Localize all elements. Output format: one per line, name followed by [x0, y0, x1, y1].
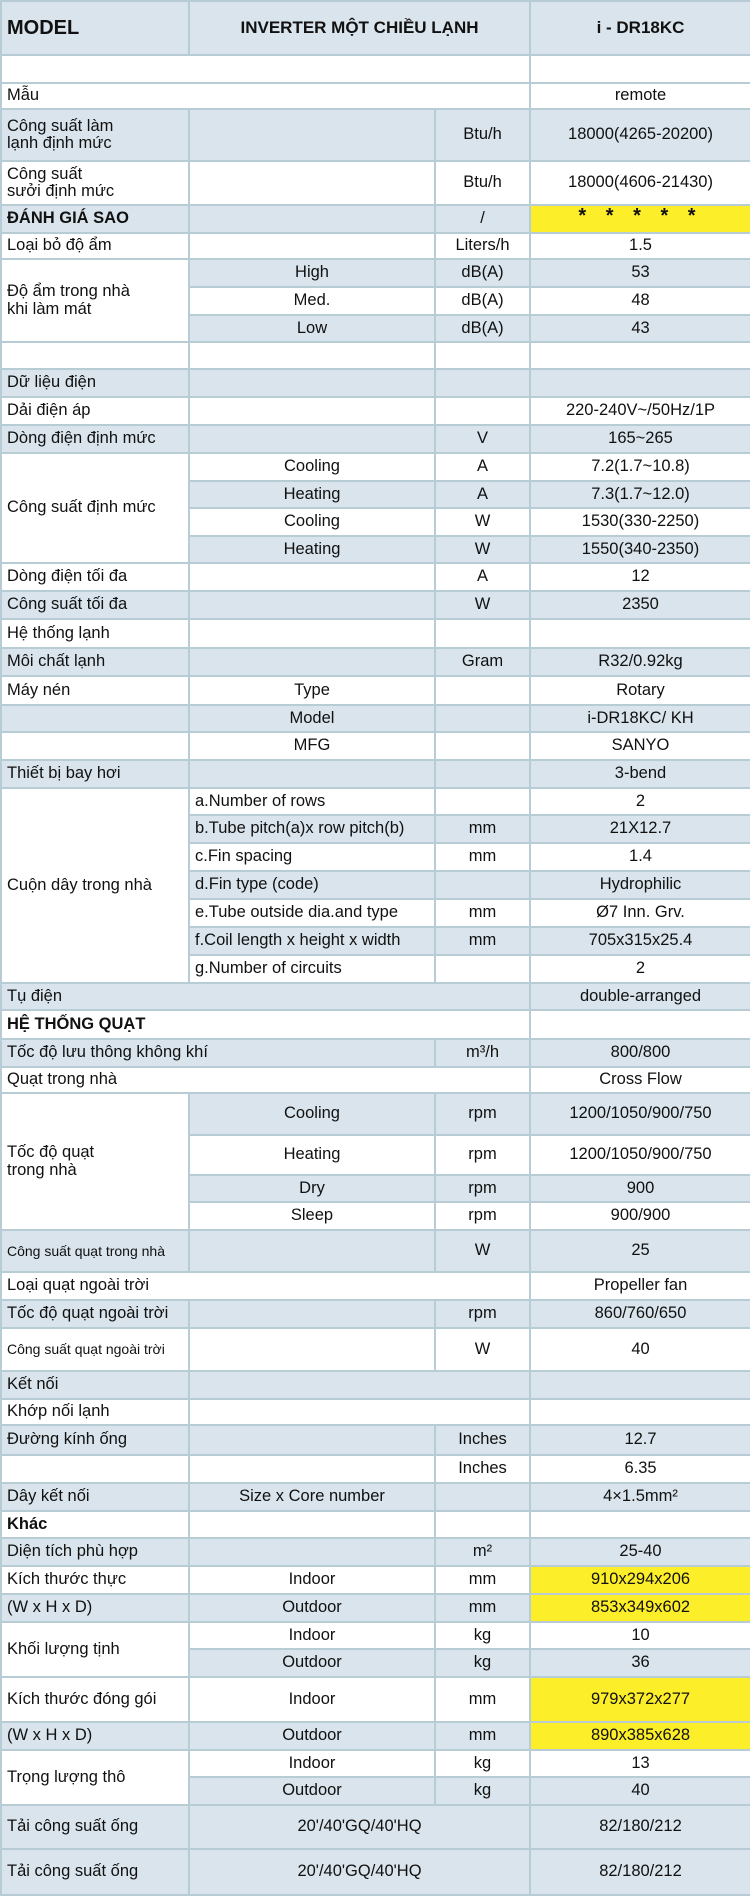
table-cell — [1, 342, 189, 369]
table-cell: Dòng điện định mức — [1, 425, 189, 453]
table-cell — [530, 1399, 750, 1425]
table-cell: 1.4 — [530, 843, 750, 871]
table-row — [1, 83, 750, 109]
table-cell: MODEL — [1, 1, 189, 55]
table-cell: Loại bỏ độ ẩm — [1, 233, 189, 259]
table-cell: Cooling — [189, 1093, 435, 1135]
table-cell — [1, 55, 530, 83]
table-cell — [189, 619, 435, 648]
table-row — [1, 1511, 750, 1538]
table-cell: * * * * * — [530, 205, 750, 233]
table-cell — [435, 676, 530, 705]
table-cell: W — [435, 1328, 530, 1371]
table-cell — [189, 161, 435, 205]
table-cell: 20'/40'GQ/40'HQ — [189, 1805, 530, 1849]
table-cell: Tốc độ quạt trong nhà — [1, 1093, 189, 1230]
table-cell: 1200/1050/900/750 — [530, 1093, 750, 1135]
table-row — [1, 1300, 750, 1328]
table-cell: Indoor — [189, 1566, 435, 1594]
table-cell — [530, 1371, 750, 1399]
table-row — [1, 397, 750, 425]
table-cell: Size x Core number — [189, 1483, 435, 1511]
table-cell: W — [435, 1230, 530, 1272]
table-cell: 1550(340-2350) — [530, 536, 750, 563]
table-cell: MFG — [189, 732, 435, 760]
table-cell — [435, 619, 530, 648]
table-cell: (W x H x D) — [1, 1722, 189, 1750]
table-cell: Heating — [189, 536, 435, 563]
table-row — [1, 732, 750, 760]
table-row — [1, 259, 750, 287]
table-cell: A — [435, 481, 530, 508]
table-cell: SANYO — [530, 732, 750, 760]
table-cell — [1, 1455, 189, 1483]
table-cell: 12 — [530, 563, 750, 591]
table-row — [1, 705, 750, 732]
table-cell: Khác — [1, 1511, 189, 1538]
table-cell — [1, 705, 189, 732]
table-row — [1, 342, 750, 369]
table-cell: Btu/h — [435, 109, 530, 161]
table-cell: 705x315x25.4 — [530, 927, 750, 955]
table-row — [1, 1093, 750, 1135]
table-cell: 3-bend — [530, 760, 750, 788]
table-cell: Dòng điện tối đa — [1, 563, 189, 591]
table-cell: 25-40 — [530, 1538, 750, 1566]
table-cell: double-arranged — [530, 983, 750, 1010]
table-cell: Dữ liệu điện — [1, 369, 189, 397]
table-cell: kg — [435, 1750, 530, 1777]
table-row — [1, 1230, 750, 1272]
table-cell: m² — [435, 1538, 530, 1566]
table-cell: Liters/h — [435, 233, 530, 259]
table-cell: Hệ thống lạnh — [1, 619, 189, 648]
table-cell: Máy nén — [1, 676, 189, 705]
table-cell — [189, 397, 435, 425]
table-cell: f.Coil length x height x width — [189, 927, 435, 955]
table-cell: 21X12.7 — [530, 815, 750, 843]
table-cell: i - DR18KC — [530, 1, 750, 55]
table-cell: Outdoor — [189, 1594, 435, 1622]
table-cell: Rotary — [530, 676, 750, 705]
table-row — [1, 1805, 750, 1849]
table-cell: Thiết bị bay hơi — [1, 760, 189, 788]
table-cell: Model — [189, 705, 435, 732]
table-cell: Tốc độ quạt ngoài trời — [1, 1300, 189, 1328]
table-cell: kg — [435, 1777, 530, 1805]
table-cell — [189, 369, 435, 397]
table-cell: Kích thước đóng gói — [1, 1677, 189, 1722]
table-cell: mm — [435, 899, 530, 927]
table-cell: Tải công suất ống — [1, 1849, 189, 1895]
table-cell — [189, 1425, 435, 1455]
table-row — [1, 1328, 750, 1371]
table-cell: Propeller fan — [530, 1272, 750, 1300]
table-cell: Diện tích phù hợp — [1, 1538, 189, 1566]
table-cell: HỆ THỐNG QUẠT — [1, 1010, 530, 1039]
table-cell: b.Tube pitch(a)x row pitch(b) — [189, 815, 435, 843]
table-cell: 853x349x602 — [530, 1594, 750, 1622]
table-cell: 2 — [530, 788, 750, 815]
table-cell: Quạt trong nhà — [1, 1067, 530, 1093]
table-cell: Type — [189, 676, 435, 705]
table-cell: Dây kết nối — [1, 1483, 189, 1511]
table-cell — [530, 1010, 750, 1039]
table-cell: Công suất quạt trong nhà — [1, 1230, 189, 1272]
table-cell — [435, 788, 530, 815]
table-cell — [435, 871, 530, 899]
table-cell — [189, 109, 435, 161]
table-cell: 979x372x277 — [530, 1677, 750, 1722]
table-cell: 18000(4606-21430) — [530, 161, 750, 205]
table-cell: 2 — [530, 955, 750, 983]
table-cell — [189, 1538, 435, 1566]
table-cell — [189, 233, 435, 259]
table-row — [1, 983, 750, 1010]
table-cell: ĐÁNH GIÁ SAO — [1, 205, 189, 233]
table-cell: / — [435, 205, 530, 233]
table-cell: (W x H x D) — [1, 1594, 189, 1622]
table-cell: Med. — [189, 287, 435, 315]
spec-table-body — [1, 1, 750, 1895]
table-cell: Tụ điện — [1, 983, 530, 1010]
table-cell: Mẫu — [1, 83, 530, 109]
table-cell: 1530(330-2250) — [530, 508, 750, 536]
table-cell — [435, 732, 530, 760]
table-cell: 43 — [530, 315, 750, 342]
table-cell: mm — [435, 1722, 530, 1750]
table-cell — [530, 369, 750, 397]
table-cell: Công suất quạt ngoài trời — [1, 1328, 189, 1371]
table-cell: 4×1.5mm² — [530, 1483, 750, 1511]
table-cell: dB(A) — [435, 259, 530, 287]
table-cell: Gram — [435, 648, 530, 676]
table-cell: Loại quạt ngoài trời — [1, 1272, 530, 1300]
table-cell — [189, 425, 435, 453]
table-row — [1, 161, 750, 205]
table-cell: 7.3(1.7~12.0) — [530, 481, 750, 508]
table-cell: Cuộn dây trong nhà — [1, 788, 189, 983]
table-cell: R32/0.92kg — [530, 648, 750, 676]
table-cell — [189, 563, 435, 591]
table-cell: Heating — [189, 1135, 435, 1175]
table-row — [1, 1750, 750, 1777]
table-cell: 900 — [530, 1175, 750, 1202]
table-cell — [530, 1511, 750, 1538]
table-cell — [189, 648, 435, 676]
table-cell: a.Number of rows — [189, 788, 435, 815]
table-cell: dB(A) — [435, 315, 530, 342]
table-cell: 7.2(1.7~10.8) — [530, 453, 750, 481]
table-row — [1, 1039, 750, 1067]
table-cell: rpm — [435, 1300, 530, 1328]
table-cell: rpm — [435, 1093, 530, 1135]
table-cell — [189, 205, 435, 233]
table-cell: e.Tube outside dia.and type — [189, 899, 435, 927]
table-cell — [189, 1399, 530, 1425]
table-cell — [189, 1230, 435, 1272]
table-cell: Công suất định mức — [1, 453, 189, 563]
table-cell: High — [189, 259, 435, 287]
table-cell — [435, 1511, 530, 1538]
table-cell: 40 — [530, 1777, 750, 1805]
table-cell: 20'/40'GQ/40'HQ — [189, 1849, 530, 1895]
table-cell: d.Fin type (code) — [189, 871, 435, 899]
table-cell — [435, 342, 530, 369]
table-row — [1, 788, 750, 815]
table-cell: Kết nối — [1, 1371, 189, 1399]
table-cell: W — [435, 591, 530, 619]
table-cell: Sleep — [189, 1202, 435, 1230]
table-cell — [189, 760, 435, 788]
table-cell — [189, 591, 435, 619]
table-row — [1, 1272, 750, 1300]
table-cell: Cooling — [189, 453, 435, 481]
table-cell: Trọng lượng thô — [1, 1750, 189, 1805]
table-cell: Btu/h — [435, 161, 530, 205]
table-cell: 900/900 — [530, 1202, 750, 1230]
table-cell: Khối lượng tịnh — [1, 1622, 189, 1677]
table-row — [1, 425, 750, 453]
table-cell — [189, 342, 435, 369]
table-cell: dB(A) — [435, 287, 530, 315]
table-cell: remote — [530, 83, 750, 109]
table-cell: Indoor — [189, 1622, 435, 1649]
table-cell — [189, 1371, 530, 1399]
table-row — [1, 1, 750, 55]
table-row — [1, 109, 750, 161]
table-row — [1, 760, 750, 788]
table-cell: mm — [435, 1594, 530, 1622]
table-row — [1, 1594, 750, 1622]
table-cell: W — [435, 536, 530, 563]
table-cell: g.Number of circuits — [189, 955, 435, 983]
table-row — [1, 1010, 750, 1039]
table-row — [1, 563, 750, 591]
table-cell: 1200/1050/900/750 — [530, 1135, 750, 1175]
table-cell: 82/180/212 — [530, 1805, 750, 1849]
table-cell: mm — [435, 1566, 530, 1594]
table-row — [1, 1399, 750, 1425]
table-cell: mm — [435, 815, 530, 843]
table-cell: rpm — [435, 1202, 530, 1230]
table-cell — [435, 1483, 530, 1511]
table-row — [1, 1455, 750, 1483]
table-cell — [530, 55, 750, 83]
table-cell — [530, 342, 750, 369]
table-cell: Heating — [189, 481, 435, 508]
table-cell: Tải công suất ống — [1, 1805, 189, 1849]
table-cell: Outdoor — [189, 1777, 435, 1805]
table-cell: Tốc độ lưu thông không khí — [1, 1039, 435, 1067]
table-row — [1, 1067, 750, 1093]
table-cell — [1, 732, 189, 760]
table-cell: 165~265 — [530, 425, 750, 453]
table-row — [1, 1849, 750, 1895]
table-cell: A — [435, 563, 530, 591]
table-cell: Công suất sưởi định mức — [1, 161, 189, 205]
table-cell: Khớp nối lạnh — [1, 1399, 189, 1425]
table-cell: 800/800 — [530, 1039, 750, 1067]
table-cell: Outdoor — [189, 1722, 435, 1750]
table-cell: kg — [435, 1622, 530, 1649]
table-cell: INVERTER MỘT CHIỀU LẠNH — [189, 1, 530, 55]
table-row — [1, 55, 750, 83]
table-row — [1, 1483, 750, 1511]
table-cell: rpm — [435, 1175, 530, 1202]
table-row — [1, 369, 750, 397]
table-cell: Outdoor — [189, 1649, 435, 1677]
table-cell: 220-240V~/50Hz/1P — [530, 397, 750, 425]
table-row — [1, 453, 750, 481]
table-cell: Môi chất lạnh — [1, 648, 189, 676]
table-row — [1, 648, 750, 676]
table-cell: 6.35 — [530, 1455, 750, 1483]
table-cell: 13 — [530, 1750, 750, 1777]
table-cell: 40 — [530, 1328, 750, 1371]
table-cell: mm — [435, 843, 530, 871]
table-cell — [189, 1455, 435, 1483]
table-cell: Inches — [435, 1425, 530, 1455]
table-cell — [189, 1300, 435, 1328]
table-cell: 12.7 — [530, 1425, 750, 1455]
table-cell: mm — [435, 927, 530, 955]
table-row — [1, 205, 750, 233]
table-row — [1, 1622, 750, 1649]
table-cell: 2350 — [530, 591, 750, 619]
table-cell: 48 — [530, 287, 750, 315]
table-cell: 910x294x206 — [530, 1566, 750, 1594]
table-cell: 36 — [530, 1649, 750, 1677]
table-cell: Inches — [435, 1455, 530, 1483]
table-row — [1, 1538, 750, 1566]
table-cell: rpm — [435, 1135, 530, 1175]
table-cell — [435, 705, 530, 732]
table-cell: kg — [435, 1649, 530, 1677]
table-row — [1, 1677, 750, 1722]
table-cell: Dải điện áp — [1, 397, 189, 425]
table-cell: Ø7 Inn. Grv. — [530, 899, 750, 927]
table-cell: W — [435, 508, 530, 536]
table-row — [1, 233, 750, 259]
table-cell: Công suất làm lạnh định mức — [1, 109, 189, 161]
table-cell — [435, 397, 530, 425]
table-row — [1, 1371, 750, 1399]
table-cell: 10 — [530, 1622, 750, 1649]
table-cell — [435, 955, 530, 983]
table-cell: c.Fin spacing — [189, 843, 435, 871]
table-cell: 53 — [530, 259, 750, 287]
table-cell: Dry — [189, 1175, 435, 1202]
table-cell: 890x385x628 — [530, 1722, 750, 1750]
table-row — [1, 1722, 750, 1750]
table-cell: i-DR18KC/ KH — [530, 705, 750, 732]
table-cell — [189, 1328, 435, 1371]
table-cell — [435, 369, 530, 397]
table-cell: 82/180/212 — [530, 1849, 750, 1895]
table-cell — [189, 1511, 435, 1538]
table-cell — [435, 760, 530, 788]
table-cell: Độ ẩm trong nhà khi làm mát — [1, 259, 189, 342]
table-cell — [530, 619, 750, 648]
table-cell: Hydrophilic — [530, 871, 750, 899]
table-cell: V — [435, 425, 530, 453]
table-cell: mm — [435, 1677, 530, 1722]
table-row — [1, 676, 750, 705]
table-row — [1, 591, 750, 619]
table-cell: Cross Flow — [530, 1067, 750, 1093]
table-cell: Cooling — [189, 508, 435, 536]
table-cell: 1.5 — [530, 233, 750, 259]
table-cell: 18000(4265-20200) — [530, 109, 750, 161]
table-cell: Kích thước thực — [1, 1566, 189, 1594]
table-cell: Indoor — [189, 1677, 435, 1722]
table-cell: Indoor — [189, 1750, 435, 1777]
table-cell: Low — [189, 315, 435, 342]
table-cell: 860/760/650 — [530, 1300, 750, 1328]
table-cell: m³/h — [435, 1039, 530, 1067]
table-cell: A — [435, 453, 530, 481]
table-row — [1, 619, 750, 648]
table-row — [1, 1425, 750, 1455]
table-cell: 25 — [530, 1230, 750, 1272]
table-cell: Đường kính ống — [1, 1425, 189, 1455]
table-cell: Công suất tối đa — [1, 591, 189, 619]
table-row — [1, 1566, 750, 1594]
